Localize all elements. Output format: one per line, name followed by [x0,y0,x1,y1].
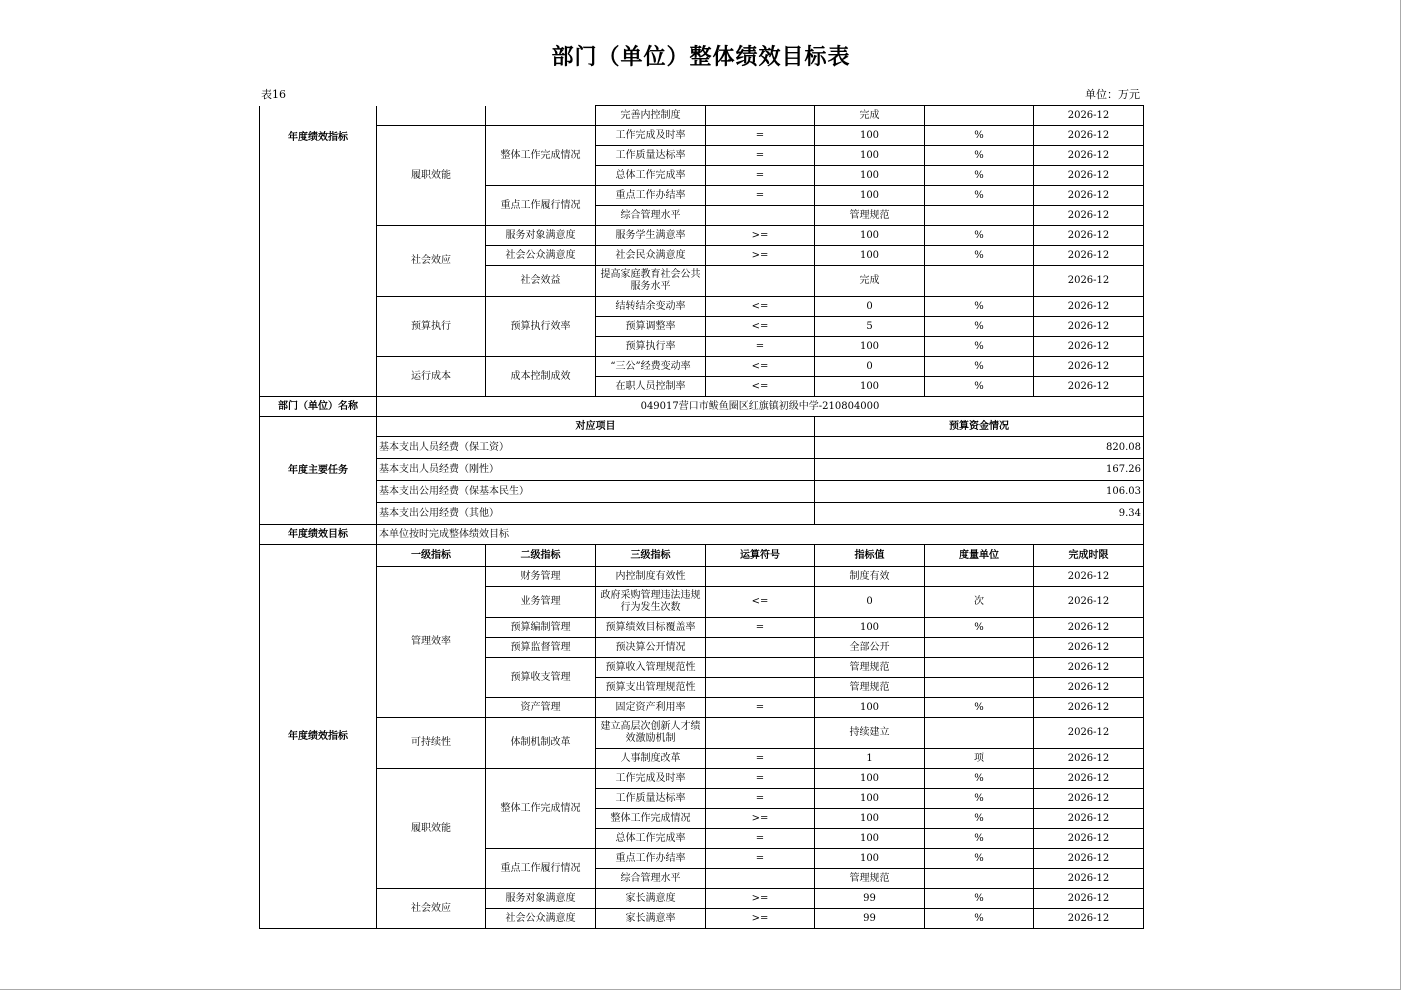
value-cell: 完成 [815,106,925,126]
op-cell [706,718,815,749]
lvl2-cell: 业务管理 [486,587,596,618]
op-cell: = [706,618,815,638]
value-cell: 0 [815,587,925,618]
value-cell: 持续建立 [815,718,925,749]
op-cell: = [706,126,815,146]
lvl3-cell: 政府采购管理违法违规行为发生次数 [596,587,706,618]
unit-cell: % [925,909,1034,929]
lvl2-cell: 社会公众满意度 [486,246,596,266]
op-cell: <= [706,357,815,377]
unit-cell: % [925,186,1034,206]
lvl3-cell: 综合管理水平 [596,206,706,226]
lvl3-cell: 整体工作完成情况 [596,809,706,829]
op-cell [706,206,815,226]
value-cell: 100 [815,829,925,849]
lvl3-cell: 家长满意度 [596,889,706,909]
unit-cell: % [925,829,1034,849]
lvl2-cell: 财务管理 [486,567,596,587]
time-cell: 2026-12 [1034,567,1144,587]
lvl2-cell: 体制机制改革 [486,718,596,769]
row-label-annual-perf-indicators: 年度绩效指标 [260,545,377,929]
lvl2-cell: 重点工作履行情况 [486,849,596,889]
table-row [260,459,1144,481]
value-cell: 管理规范 [815,869,925,889]
lvl2-cell: 服务对象满意度 [486,226,596,246]
value-cell: 5 [815,317,925,337]
dept-name-value: 049017营口市鲅鱼圈区红旗镇初级中学-210804000 [377,397,1144,417]
lvl3-cell: 人事制度改革 [596,749,706,769]
op-cell: >= [706,809,815,829]
task-amount: 167.26 [815,459,1144,481]
row-label-annual-perf-indicators: 年度绩效指标 [260,106,377,397]
value-cell: 100 [815,246,925,266]
lvl2-cell: 预算收支管理 [486,658,596,698]
time-cell: 2026-12 [1034,146,1144,166]
table-row [260,126,1144,146]
time-cell: 2026-12 [1034,658,1144,678]
unit-cell: % [925,809,1034,829]
op-cell: = [706,829,815,849]
op-cell: >= [706,909,815,929]
time-cell: 2026-12 [1034,226,1144,246]
value-cell: 0 [815,357,925,377]
unit-cell [925,567,1034,587]
unit-label: 单位：万元 [1085,88,1140,101]
value-cell: 1 [815,749,925,769]
lvl1-cell: 运行成本 [377,357,486,397]
op-cell: >= [706,246,815,266]
task-name: 基本支出人员经费（刚性） [377,459,815,481]
op-cell: = [706,789,815,809]
lvl1-cell: 履职效能 [377,126,486,226]
lvl2-cell: 预算监督管理 [486,638,596,658]
lvl2-cell: 资产管理 [486,698,596,718]
value-cell: 管理规范 [815,678,925,698]
table-row [260,525,1144,545]
lvl3-cell: 预算执行率 [596,337,706,357]
header-unit: 度量单位 [925,545,1034,567]
unit-cell [925,658,1034,678]
lvl1-cell [377,106,486,126]
time-cell: 2026-12 [1034,869,1144,889]
op-cell: = [706,698,815,718]
time-cell: 2026-12 [1034,587,1144,618]
lvl1-cell: 预算执行 [377,297,486,357]
op-cell [706,266,815,297]
op-cell: = [706,186,815,206]
lvl3-cell: 在职人员控制率 [596,377,706,397]
op-cell: >= [706,889,815,909]
op-cell: = [706,849,815,869]
lvl3-cell: “三公”经费变动率 [596,357,706,377]
lvl3-cell: 家长满意率 [596,909,706,929]
value-cell: 100 [815,126,925,146]
lvl1-cell: 社会效应 [377,889,486,929]
budget-header: 预算资金情况 [815,417,1144,437]
unit-cell: % [925,618,1034,638]
op-cell: <= [706,317,815,337]
unit-cell [925,718,1034,749]
header-lvl1: 一级指标 [377,545,486,567]
value-cell: 100 [815,337,925,357]
header-lvl2: 二级指标 [486,545,596,567]
op-cell [706,638,815,658]
value-cell: 100 [815,186,925,206]
time-cell: 2026-12 [1034,829,1144,849]
op-cell: = [706,749,815,769]
time-cell: 2026-12 [1034,297,1144,317]
unit-cell: % [925,246,1034,266]
table-row [260,357,1144,377]
time-cell: 2026-12 [1034,678,1144,698]
value-cell: 全部公开 [815,638,925,658]
lvl3-cell: 工作完成及时率 [596,769,706,789]
op-cell: <= [706,587,815,618]
lvl3-cell: 预决算公开情况 [596,638,706,658]
op-cell: <= [706,377,815,397]
lvl3-cell: 预算绩效目标覆盖率 [596,618,706,638]
table-row [260,567,1144,587]
performance-goal-table [259,105,1144,929]
value-cell: 100 [815,166,925,186]
lvl3-cell: 总体工作完成率 [596,166,706,186]
page-title: 部门（单位）整体绩效目标表 [551,45,851,70]
op-cell [706,678,815,698]
time-cell: 2026-12 [1034,638,1144,658]
time-cell: 2026-12 [1034,809,1144,829]
unit-cell: % [925,297,1034,317]
op-cell: = [706,146,815,166]
task-amount: 820.08 [815,437,1144,459]
header-op: 运算符号 [706,545,815,567]
unit-cell: % [925,889,1034,909]
table-row [260,718,1144,749]
table-row [260,545,1144,567]
lvl3-cell: 总体工作完成率 [596,829,706,849]
lvl3-cell: 结转结余变动率 [596,297,706,317]
op-cell [706,106,815,126]
value-cell: 100 [815,809,925,829]
table-row [260,226,1144,246]
project-header: 对应项目 [377,417,815,437]
time-cell: 2026-12 [1034,126,1144,146]
table-row [260,397,1144,417]
unit-cell: % [925,126,1034,146]
op-cell: = [706,337,815,357]
value-cell: 100 [815,226,925,246]
task-name: 基本支出人员经费（保工资） [377,437,815,459]
time-cell: 2026-12 [1034,618,1144,638]
time-cell: 2026-12 [1034,206,1144,226]
lvl3-cell: 综合管理水平 [596,869,706,889]
value-cell: 完成 [815,266,925,297]
value-cell: 100 [815,849,925,869]
lvl3-cell: 社会民众满意度 [596,246,706,266]
unit-cell [925,206,1034,226]
table-row [260,417,1144,437]
time-cell: 2026-12 [1034,849,1144,869]
lvl2-cell: 预算编制管理 [486,618,596,638]
unit-cell [925,678,1034,698]
value-cell: 管理规范 [815,206,925,226]
time-cell: 2026-12 [1034,246,1144,266]
lvl2-cell: 预算执行效率 [486,297,596,357]
lvl3-cell: 完善内控制度 [596,106,706,126]
value-cell: 100 [815,769,925,789]
unit-cell: % [925,377,1034,397]
lvl1-cell: 管理效率 [377,567,486,718]
op-cell [706,567,815,587]
lvl3-cell: 预算支出管理规范性 [596,678,706,698]
header-time: 完成时限 [1034,545,1144,567]
value-cell: 100 [815,789,925,809]
lvl2-cell: 社会公众满意度 [486,909,596,929]
unit-cell [925,106,1034,126]
time-cell: 2026-12 [1034,909,1144,929]
time-cell: 2026-12 [1034,769,1144,789]
lvl3-cell: 服务学生满意率 [596,226,706,246]
time-cell: 2026-12 [1034,317,1144,337]
lvl3-cell: 预算收入管理规范性 [596,658,706,678]
time-cell: 2026-12 [1034,377,1144,397]
value-cell: 100 [815,146,925,166]
unit-cell: % [925,698,1034,718]
op-cell [706,869,815,889]
value-cell: 管理规范 [815,658,925,678]
lvl2-cell [486,106,596,126]
time-cell: 2026-12 [1034,698,1144,718]
lvl3-cell: 工作质量达标率 [596,146,706,166]
value-cell: 100 [815,618,925,638]
lvl3-cell: 工作质量达标率 [596,789,706,809]
row-label-annual-main-tasks: 年度主要任务 [260,417,377,525]
op-cell: >= [706,226,815,246]
lvl2-cell: 整体工作完成情况 [486,126,596,186]
table-number: 表16 [261,88,286,101]
time-cell: 2026-12 [1034,337,1144,357]
value-cell: 99 [815,909,925,929]
time-cell: 2026-12 [1034,106,1144,126]
table-row [260,503,1144,525]
table-row [260,437,1144,459]
unit-cell: % [925,357,1034,377]
table-row [260,297,1144,317]
time-cell: 2026-12 [1034,749,1144,769]
task-name: 基本支出公用经费（其他） [377,503,815,525]
time-cell: 2026-12 [1034,889,1144,909]
task-name: 基本支出公用经费（保基本民生） [377,481,815,503]
lvl3-cell: 内控制度有效性 [596,567,706,587]
time-cell: 2026-12 [1034,266,1144,297]
lvl1-cell: 履职效能 [377,769,486,889]
unit-cell: % [925,337,1034,357]
value-cell: 99 [815,889,925,909]
time-cell: 2026-12 [1034,186,1144,206]
op-cell [706,658,815,678]
lvl3-cell: 预算调整率 [596,317,706,337]
time-cell: 2026-12 [1034,357,1144,377]
time-cell: 2026-12 [1034,718,1144,749]
lvl3-cell: 重点工作办结率 [596,849,706,869]
task-amount: 9.34 [815,503,1144,525]
lvl3-cell: 固定资产利用率 [596,698,706,718]
lvl3-cell: 提高家庭教育社会公共服务水平 [596,266,706,297]
row-label-dept-name: 部门（单位）名称 [260,397,377,417]
lvl1-cell: 社会效应 [377,226,486,297]
unit-cell: % [925,849,1034,869]
unit-cell: % [925,317,1034,337]
time-cell: 2026-12 [1034,166,1144,186]
goal-text: 本单位按时完成整体绩效目标 [377,525,1144,545]
unit-cell [925,266,1034,297]
op-cell: <= [706,297,815,317]
lvl3-cell: 建立高层次创新人才绩效激励机制 [596,718,706,749]
value-cell: 100 [815,377,925,397]
unit-cell: % [925,789,1034,809]
value-cell: 制度有效 [815,567,925,587]
op-cell: = [706,166,815,186]
header-value: 指标值 [815,545,925,567]
table-row [260,889,1144,909]
header-lvl3: 三级指标 [596,545,706,567]
unit-cell: 项 [925,749,1034,769]
lvl2-cell: 社会效益 [486,266,596,297]
value-cell: 0 [815,297,925,317]
value-cell: 100 [815,698,925,718]
op-cell: = [706,769,815,789]
time-cell: 2026-12 [1034,789,1144,809]
table-row [260,481,1144,503]
lvl2-cell: 服务对象满意度 [486,889,596,909]
unit-cell: % [925,226,1034,246]
lvl2-cell: 成本控制成效 [486,357,596,397]
unit-cell: % [925,166,1034,186]
unit-cell: % [925,146,1034,166]
lvl2-cell: 重点工作履行情况 [486,186,596,226]
task-amount: 106.03 [815,481,1144,503]
unit-cell [925,869,1034,889]
lvl1-cell: 可持续性 [377,718,486,769]
lvl3-cell: 重点工作办结率 [596,186,706,206]
row-label-annual-perf-goal: 年度绩效目标 [260,525,377,545]
unit-cell: 次 [925,587,1034,618]
unit-cell [925,638,1034,658]
table-row [260,106,1144,126]
unit-cell: % [925,769,1034,789]
table-row [260,769,1144,789]
lvl2-cell: 整体工作完成情况 [486,769,596,849]
lvl3-cell: 工作完成及时率 [596,126,706,146]
